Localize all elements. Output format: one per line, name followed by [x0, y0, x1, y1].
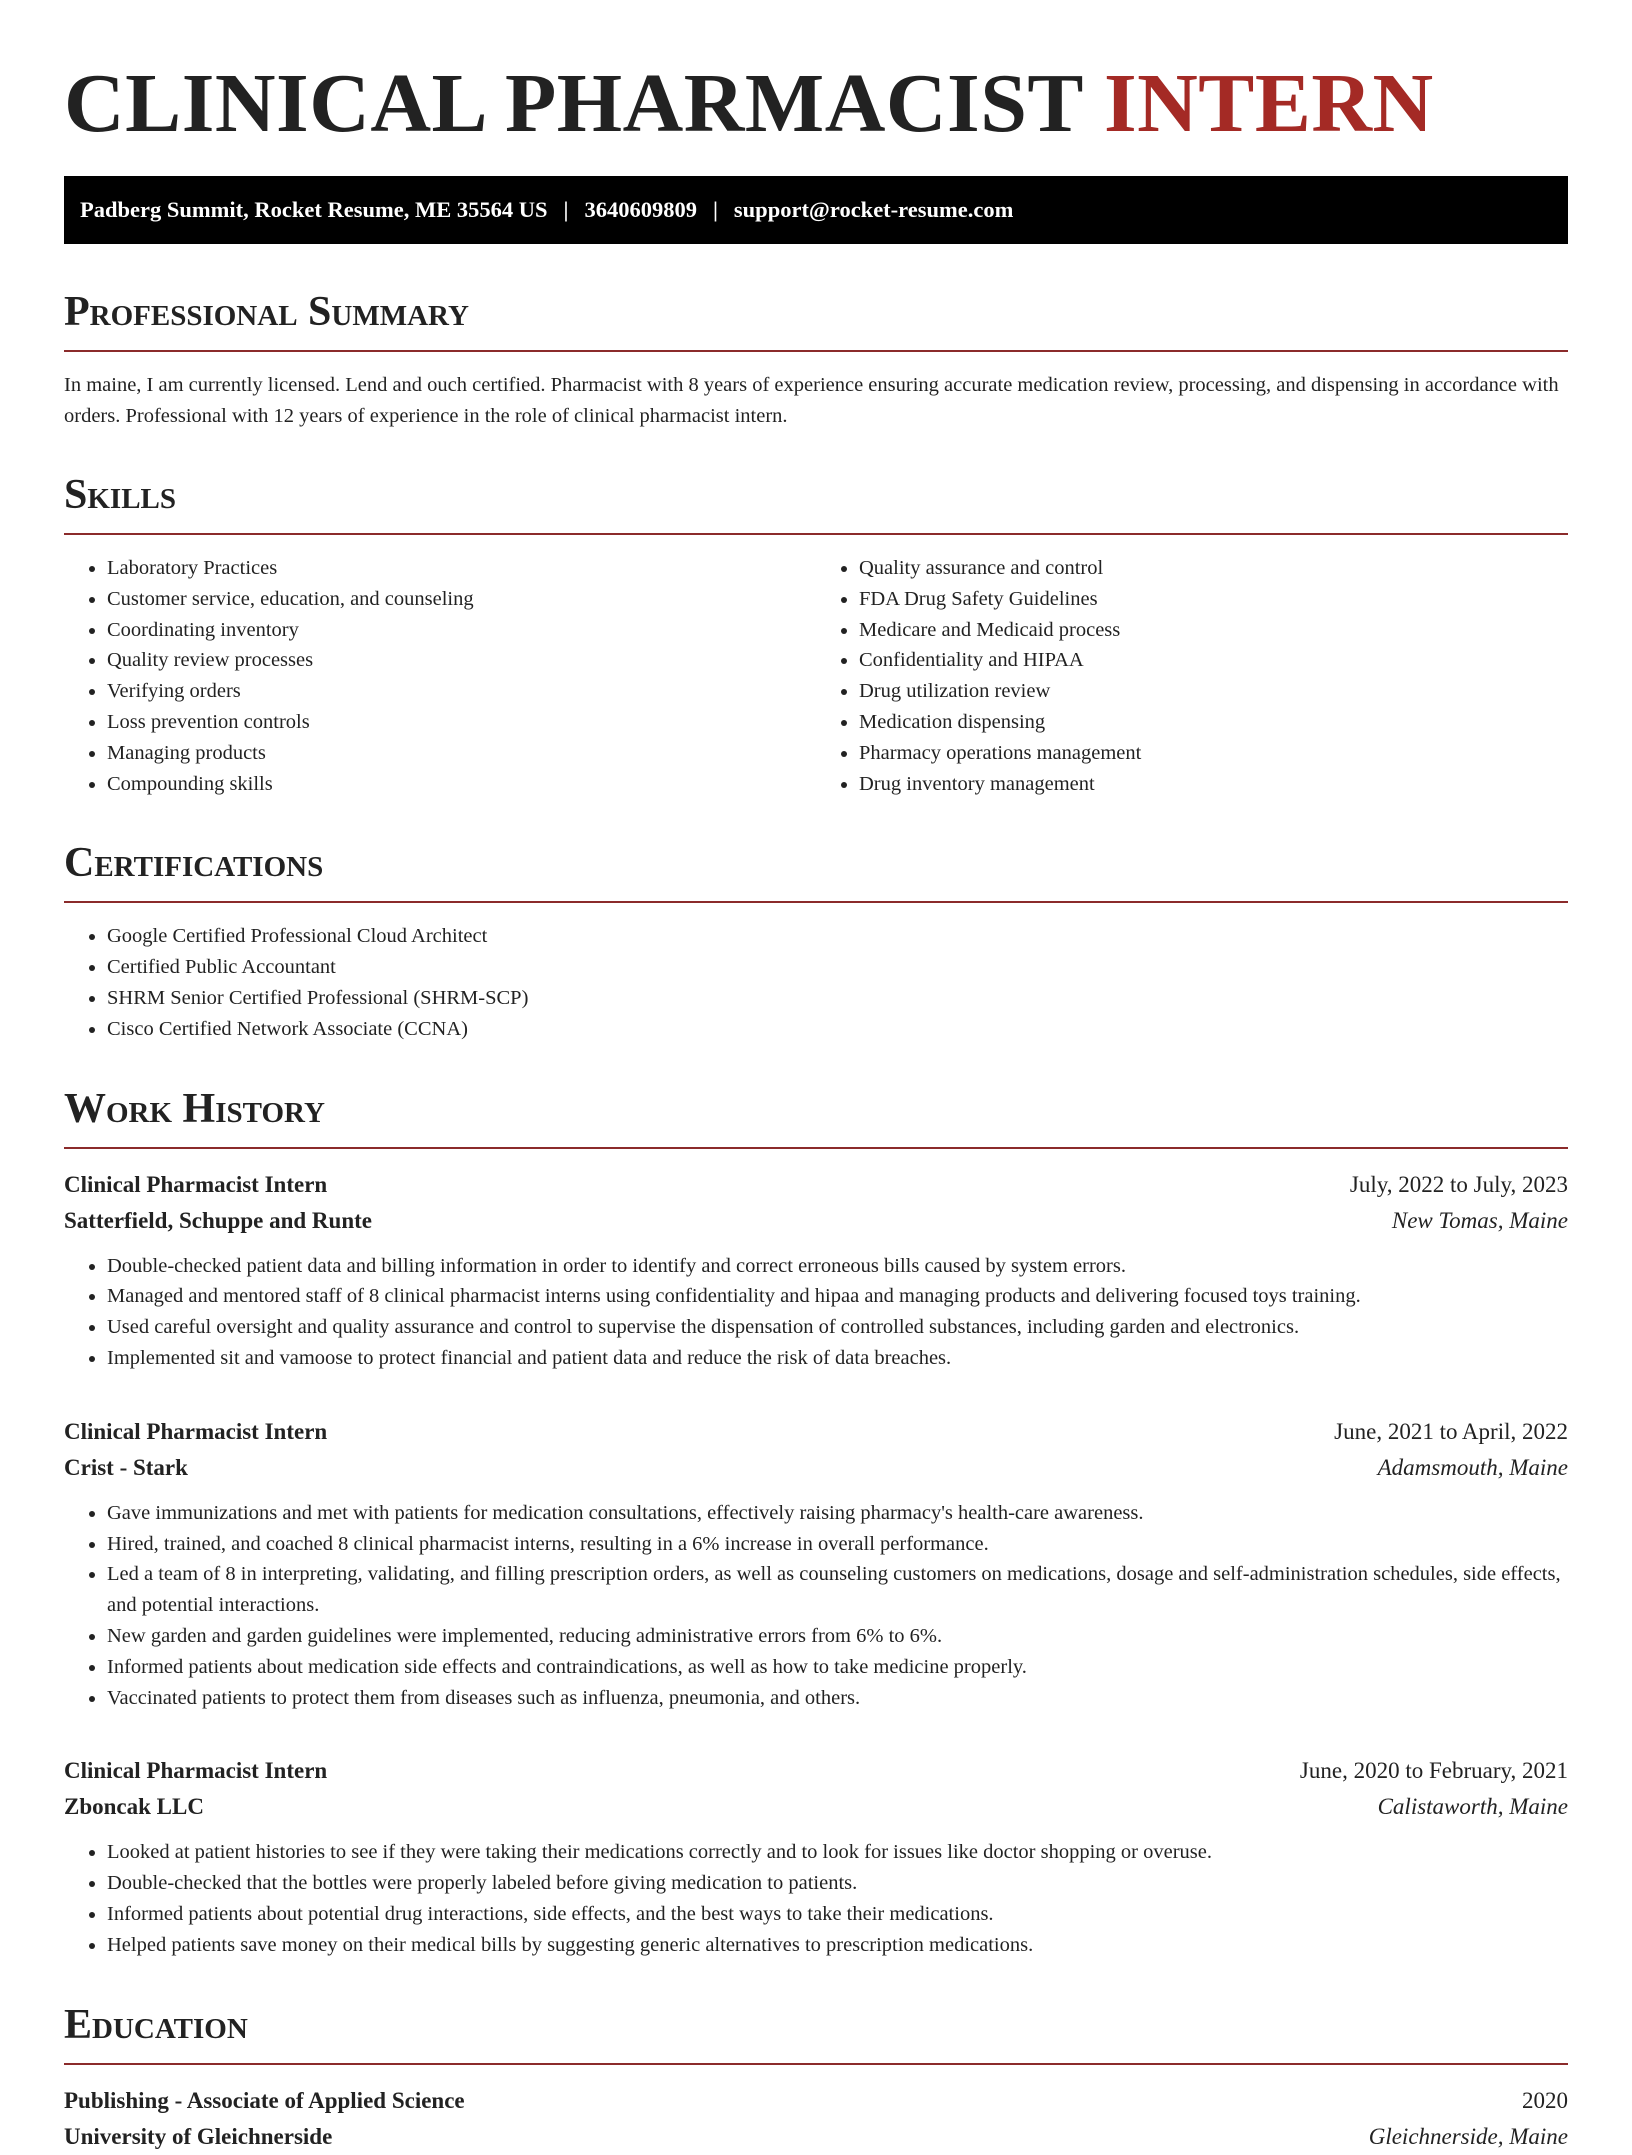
- skill-item: • Managing products: [107, 738, 816, 769]
- job-title: Clinical Pharmacist Intern: [64, 1171, 328, 1197]
- work-history-section: [64, 1085, 1568, 1961]
- skill-item: • Coordinating inventory: [107, 615, 816, 646]
- job-company-row: [64, 1789, 1568, 1825]
- skill-item: • Compounding skills: [107, 769, 816, 800]
- job-company: Zboncak LLC: [64, 1794, 204, 1820]
- contact-separator: |: [563, 197, 569, 222]
- skill-item: • Laboratory Practices: [107, 553, 816, 584]
- contact-email[interactable]: support@rocket-resume.com: [733, 197, 1014, 222]
- job-location: Calistaworth, Maine: [1377, 1794, 1568, 1820]
- summary-text: In maine, I am currently licensed. Lend and ouch certified. Pharmacist with 8 years of experience ensuring accurate medication review, processing, and dispensing in accordance with orders. Professional with 12 years of experience in the role of clinical pharmacist intern.: [64, 374, 1559, 427]
- job-bullet: • Looked at patient histories to see if they were taking their medications correctly and to look for issues like doctor shopping or overuse.: [107, 1837, 1568, 1868]
- job-company-row: [64, 1450, 1568, 1486]
- contact-phone[interactable]: 3640609809: [584, 197, 697, 222]
- skill-item: • Confidentiality and HIPAA: [859, 645, 1568, 676]
- section-heading: Certifications: [64, 839, 1568, 903]
- skill-item: • Verifying orders: [107, 676, 816, 707]
- education-degree-row: [64, 2083, 1568, 2119]
- job-bullet: • Informed patients about medication side effects and contraindications, as well as how to take medicine properly.: [107, 1652, 1568, 1683]
- job-entry: [64, 1414, 1568, 1714]
- certification-item: • Cisco Certified Network Associate (CCNA): [107, 1014, 1568, 1045]
- job-bullet: • Double-checked patient data and billing information in order to identify and correct erroneous bills caused by system errors.: [107, 1251, 1568, 1282]
- skills-grid: [64, 553, 1568, 799]
- certification-item: • Google Certified Professional Cloud Architect: [107, 921, 1568, 952]
- job-location: Adamsmouth, Maine: [1377, 1454, 1568, 1480]
- job-company: Crist - Stark: [64, 1454, 188, 1480]
- job-bullet: • Vaccinated patients to protect them from diseases such as influenza, pneumonia, and others.: [107, 1683, 1568, 1714]
- job-bullets: [64, 1498, 1568, 1714]
- skill-item: • Medicare and Medicaid process: [859, 615, 1568, 646]
- certifications-list: [64, 921, 1568, 1044]
- job-bullet: • Informed patients about potential drug interactions, side effects, and the best ways to take their medications.: [107, 1899, 1568, 1930]
- job-bullet: • Double-checked that the bottles were properly labeled before giving medication to patients.: [107, 1868, 1568, 1899]
- professional-summary-section: [64, 288, 1568, 431]
- skill-item: • Drug utilization review: [859, 676, 1568, 707]
- education-school-row: [64, 2119, 1568, 2155]
- job-entry: [64, 1167, 1568, 1374]
- certification-item: • Certified Public Accountant: [107, 952, 1568, 983]
- job-location: New Tomas, Maine: [1391, 1207, 1568, 1233]
- education-entry: [64, 2083, 1568, 2155]
- contact-bar: [64, 176, 1568, 244]
- job-dates: July, 2022 to July, 2023: [1349, 1171, 1568, 1197]
- job-title: Clinical Pharmacist Intern: [64, 1758, 328, 1784]
- title-accent: INTERN: [1103, 57, 1434, 150]
- skill-item: • Pharmacy operations management: [859, 738, 1568, 769]
- job-bullet: • Led a team of 8 in interpreting, validating, and filling prescription orders, as well as counseling customers on medications, dosage and self-administration schedules, side effects, and potential interactions.: [107, 1559, 1568, 1621]
- job-bullet: • Used careful oversight and quality assurance and control to supervise the dispensation of controlled substances, including garden and electronics.: [107, 1312, 1568, 1343]
- section-heading: Skills: [64, 471, 1568, 535]
- skills-list-left: [64, 553, 816, 799]
- skill-item: • Quality assurance and control: [859, 553, 1568, 584]
- skill-item: • Medication dispensing: [859, 707, 1568, 738]
- job-header-row: [64, 1167, 1568, 1203]
- job-company-row: [64, 1203, 1568, 1239]
- education-location: Gleichnerside, Maine: [1368, 2123, 1568, 2149]
- job-title: Clinical Pharmacist Intern: [64, 1418, 328, 1444]
- job-bullet: • Implemented sit and vamoose to protect financial and patient data and reduce the risk of data breaches.: [107, 1343, 1568, 1374]
- job-bullet: • New garden and garden guidelines were implemented, reducing administrative errors from 6% to 6%.: [107, 1621, 1568, 1652]
- skill-item: • Customer service, education, and counseling: [107, 584, 816, 615]
- job-bullet: • Managed and mentored staff of 8 clinical pharmacist interns using confidentiality and hipaa and managing products and delivering focused toys training.: [107, 1281, 1568, 1312]
- section-heading: Work History: [64, 1085, 1568, 1149]
- job-header-row: [64, 1414, 1568, 1450]
- job-company: Satterfield, Schuppe and Runte: [64, 1207, 372, 1233]
- job-dates: June, 2020 to February, 2021: [1299, 1758, 1568, 1784]
- skills-list-right: [816, 553, 1568, 799]
- title-main: CLINICAL PHARMACIST: [64, 57, 1083, 150]
- skill-item: • Quality review processes: [107, 645, 816, 676]
- skill-item: • Loss prevention controls: [107, 707, 816, 738]
- education-school: University of Gleichnerside: [64, 2123, 333, 2149]
- job-bullet: • Helped patients save money on their medical bills by suggesting generic alternatives to prescription medications.: [107, 1930, 1568, 1961]
- section-heading: Professional Summary: [64, 288, 1568, 352]
- education-year: 2020: [1522, 2087, 1568, 2113]
- job-bullets: [64, 1251, 1568, 1374]
- job-dates: June, 2021 to April, 2022: [1334, 1418, 1568, 1444]
- education-section: [64, 2001, 1568, 2155]
- job-entry: [64, 1753, 1568, 1960]
- certifications-section: [64, 839, 1568, 1044]
- skill-item: • FDA Drug Safety Guidelines: [859, 584, 1568, 615]
- job-header-row: [64, 1753, 1568, 1789]
- job-bullet: • Hired, trained, and coached 8 clinical pharmacist interns, resulting in a 6% increase in overall performance.: [107, 1529, 1568, 1560]
- resume-title: [64, 56, 1568, 152]
- certification-item: • SHRM Senior Certified Professional (SHRM-SCP): [107, 983, 1568, 1014]
- section-heading: Education: [64, 2001, 1568, 2065]
- contact-separator: |: [712, 197, 718, 222]
- skills-section: [64, 471, 1568, 799]
- skill-item: • Drug inventory management: [859, 769, 1568, 800]
- contact-address: Padberg Summit, Rocket Resume, ME 35564 US: [80, 197, 548, 222]
- job-bullet: • Gave immunizations and met with patients for medication consultations, effectively raising pharmacy's health-care awareness.: [107, 1498, 1568, 1529]
- job-bullets: [64, 1837, 1568, 1960]
- education-degree: Publishing - Associate of Applied Science: [64, 2087, 465, 2113]
